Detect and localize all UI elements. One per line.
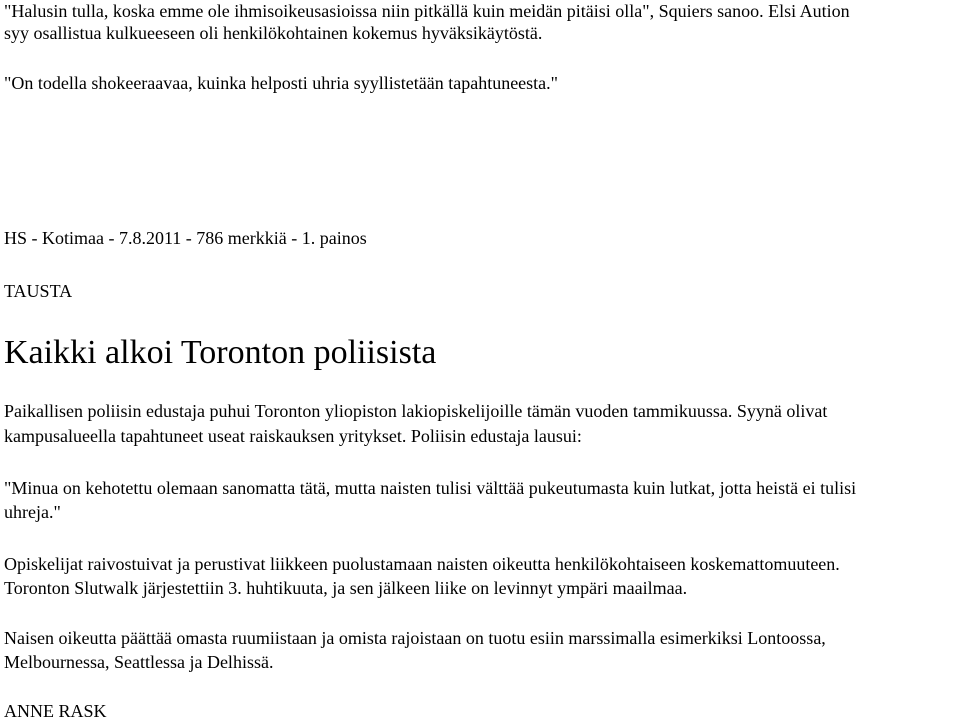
intro-quote: "On todella shokeeraavaa, kuinka helposti uhria syyllistetään tapahtuneesta.": [4, 73, 559, 93]
paragraph-3-line-1: Opiskelijat raivostuivat ja perustivat liikkeen puolustamaan naisten oikeutta henkilökohtaiseen koskemattomuuteen.: [4, 554, 840, 574]
paragraph-3-line-2: Toronton Slutwalk järjestettiin 3. huhtikuuta, ja sen jälkeen liike on levinnyt ympäri maailmaa.: [4, 578, 688, 598]
paragraph-1-line-1: Paikallisen poliisin edustaja puhui Toronton yliopiston lakiopiskelijoille tämän vuoden tammikuussa. Syynä olivat: [4, 401, 828, 421]
paragraph-1-line-2: kampusalueella tapahtuneet useat raiskauksen yritykset. Poliisin edustaja lausui:: [4, 426, 582, 446]
article-headline: Kaikki alkoi Toronton poliisista: [4, 334, 437, 371]
intro-line-2: syy osallistua kulkueeseen oli henkilökohtainen kokemus hyväksikäytöstä.: [4, 23, 543, 43]
section-label: TAUSTA: [4, 281, 73, 301]
intro-line-1: "Halusin tulla, koska emme ole ihmisoikeusasioissa niin pitkällä kuin meidän pitäisi olla", Squiers sanoo. Elsi Aution: [4, 1, 850, 21]
paragraph-2-line-2: uhreja.": [4, 502, 61, 522]
source-line: HS - Kotimaa - 7.8.2011 - 786 merkkiä - 1. painos: [4, 228, 367, 248]
paragraph-4-line-1: Naisen oikeutta päättää omasta ruumiistaan ja omista rajoistaan on tuotu esiin marssimalla esimerkiksi Lontoossa,: [4, 628, 826, 648]
author-name: ANNE RASK: [4, 701, 107, 721]
paragraph-2-line-1: "Minua on kehotettu olemaan sanomatta tätä, mutta naisten tulisi välttää pukeutumasta kuin lutkat, jotta heistä ei tulisi: [4, 478, 857, 498]
paragraph-4-line-2: Melbournessa, Seattlessa ja Delhissä.: [4, 652, 274, 672]
